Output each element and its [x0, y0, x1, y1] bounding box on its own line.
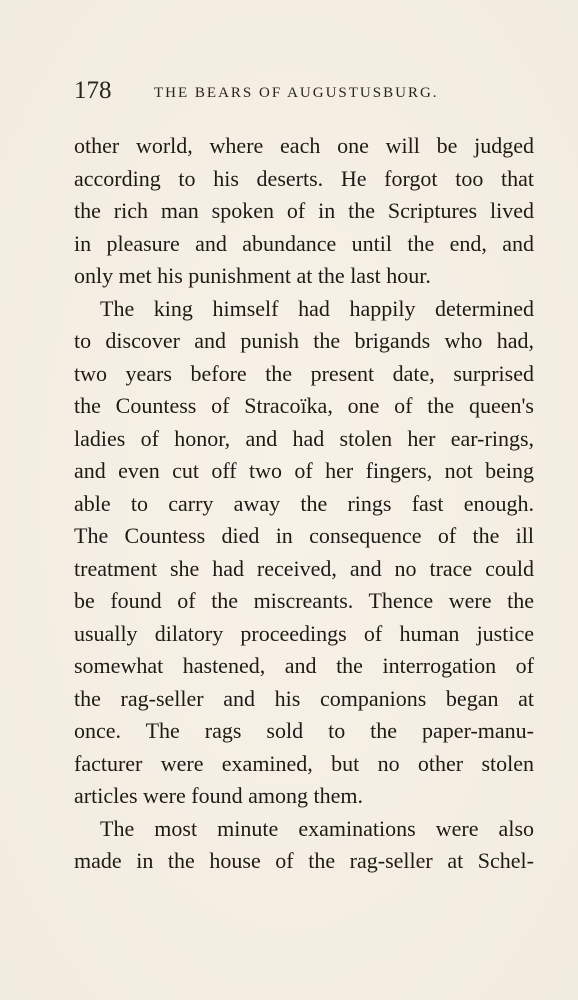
page-number: 178 [74, 77, 112, 104]
text-line: ladies of honor, and had stolen her ear-rings, [74, 425, 534, 451]
text-line: be found of the miscreants. Thence were the [74, 588, 534, 613]
text-line: the rag-seller and his companions began at [74, 685, 534, 711]
text-line: The most minute examinations were also [100, 815, 534, 841]
text-line: able to carry away the rings fast enough. [74, 490, 534, 516]
text-line: and even cut off two of her fingers, not being [74, 458, 534, 483]
text-line: somewhat hastened, and the interrogation of [74, 653, 534, 678]
text-line: articles were found among them. [74, 783, 363, 808]
text-line: the rich man spoken of in the Scriptures lived [74, 198, 534, 223]
text-line: usually dilatory proceedings of human justice [74, 620, 534, 646]
body-text [74, 130, 534, 878]
text-line: the Countess of Stracoïka, one of the queen's [74, 393, 534, 418]
text-line: to discover and punish the brigands who had, [74, 328, 534, 353]
text-line: treatment she had received, and no trace could [74, 555, 534, 581]
text-line: according to his deserts. He forgot too that [74, 165, 534, 191]
text-line: The Countess died in consequence of the ill [74, 523, 534, 548]
text-line: two years before the present date, surprised [74, 360, 534, 386]
running-head: THE BEARS OF AUGUSTUSBURG. [154, 85, 439, 101]
text-line: made in the house of the rag-seller at Schel- [74, 848, 534, 873]
page-header [74, 77, 534, 105]
text-line: only met his punishment at the last hour. [74, 263, 431, 288]
text-line: once. The rags sold to the paper-manu- [74, 718, 534, 743]
text-line: The king himself had happily determined [100, 295, 534, 321]
text-line: in pleasure and abundance until the end, and [74, 230, 534, 256]
text-line: facturer were examined, but no other stolen [74, 750, 534, 776]
text-line: other world, where each one will be judged [74, 133, 534, 158]
